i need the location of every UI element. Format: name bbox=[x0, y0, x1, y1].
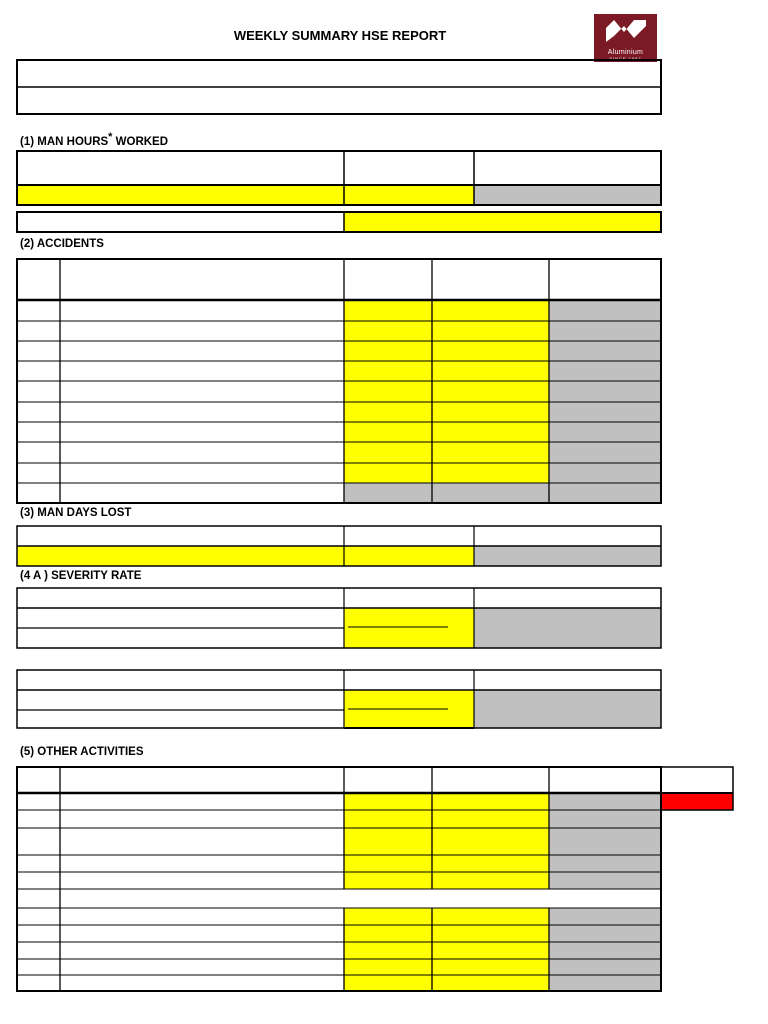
accident-cell bbox=[549, 361, 661, 381]
accident-cell bbox=[549, 341, 661, 361]
report-title: WEEKLY SUMMARY HSE REPORT bbox=[233, 28, 447, 43]
accident-cell bbox=[549, 442, 661, 463]
activity-cell bbox=[344, 942, 432, 959]
activity-cell bbox=[549, 942, 661, 959]
section-other-activities: (5) OTHER ACTIVITIES bbox=[20, 746, 144, 758]
activity-cell bbox=[549, 925, 661, 942]
activity-cell bbox=[432, 828, 549, 855]
alert-cell bbox=[661, 793, 733, 810]
accident-cell bbox=[549, 381, 661, 402]
accident-cell bbox=[344, 483, 432, 503]
section-man-hours-label: (1) MAN HOURS bbox=[20, 135, 109, 148]
accident-cell bbox=[432, 402, 549, 422]
accident-cell bbox=[549, 463, 661, 483]
activity-cell bbox=[549, 793, 661, 810]
accident-cell bbox=[344, 381, 432, 402]
accident-cell bbox=[549, 300, 661, 321]
accident-cell bbox=[432, 422, 549, 442]
activity-cell bbox=[432, 810, 549, 828]
logo-since: SINCE 1987 bbox=[609, 56, 642, 61]
logo-wordmark: Aluminium bbox=[607, 49, 644, 56]
accident-cell bbox=[344, 463, 432, 483]
accident-cell bbox=[344, 422, 432, 442]
accident-cell bbox=[432, 341, 549, 361]
activity-cell bbox=[432, 959, 549, 975]
accident-cell bbox=[549, 402, 661, 422]
activity-cell bbox=[432, 872, 549, 889]
activity-cell bbox=[344, 855, 432, 872]
activity-cell bbox=[344, 872, 432, 889]
accident-cell bbox=[344, 321, 432, 341]
accident-cell bbox=[344, 361, 432, 381]
activity-cell bbox=[549, 959, 661, 975]
activity-cell bbox=[549, 908, 661, 925]
activity-cell bbox=[549, 872, 661, 889]
activity-cell bbox=[432, 793, 549, 810]
section-severity-rate: (4 A ) SEVERITY RATE bbox=[20, 570, 142, 582]
accident-cell bbox=[344, 300, 432, 321]
activity-cell bbox=[344, 975, 432, 991]
accident-cell bbox=[549, 422, 661, 442]
accident-cell bbox=[344, 341, 432, 361]
activity-cell bbox=[344, 828, 432, 855]
activity-cell bbox=[344, 959, 432, 975]
section-man-hours-suffix: WORKED bbox=[112, 135, 169, 148]
activity-cell bbox=[344, 908, 432, 925]
accident-cell bbox=[432, 463, 549, 483]
accident-cell bbox=[432, 361, 549, 381]
activity-cell bbox=[344, 793, 432, 810]
accident-cell bbox=[344, 442, 432, 463]
activity-cell bbox=[549, 810, 661, 828]
activity-cell bbox=[344, 925, 432, 942]
activity-cell bbox=[549, 828, 661, 855]
footnote-marker: * bbox=[108, 131, 113, 143]
accident-cell bbox=[432, 300, 549, 321]
activity-cell bbox=[344, 810, 432, 828]
accident-cell bbox=[549, 321, 661, 341]
section-man-days-lost: (3) MAN DAYS LOST bbox=[20, 507, 132, 519]
activity-cell bbox=[549, 975, 661, 991]
activity-cell bbox=[432, 942, 549, 959]
accident-cell bbox=[549, 483, 661, 503]
activity-cell bbox=[549, 855, 661, 872]
section-man-hours bbox=[20, 131, 168, 148]
accident-cell bbox=[432, 381, 549, 402]
activity-cell bbox=[432, 975, 549, 991]
accident-cell bbox=[344, 402, 432, 422]
section-accidents: (2) ACCIDENTS bbox=[20, 238, 104, 250]
accident-cell bbox=[432, 483, 549, 503]
activity-cell bbox=[432, 908, 549, 925]
activity-cell bbox=[432, 855, 549, 872]
accident-cell bbox=[432, 442, 549, 463]
activity-cell bbox=[432, 925, 549, 942]
accident-cell bbox=[432, 321, 549, 341]
